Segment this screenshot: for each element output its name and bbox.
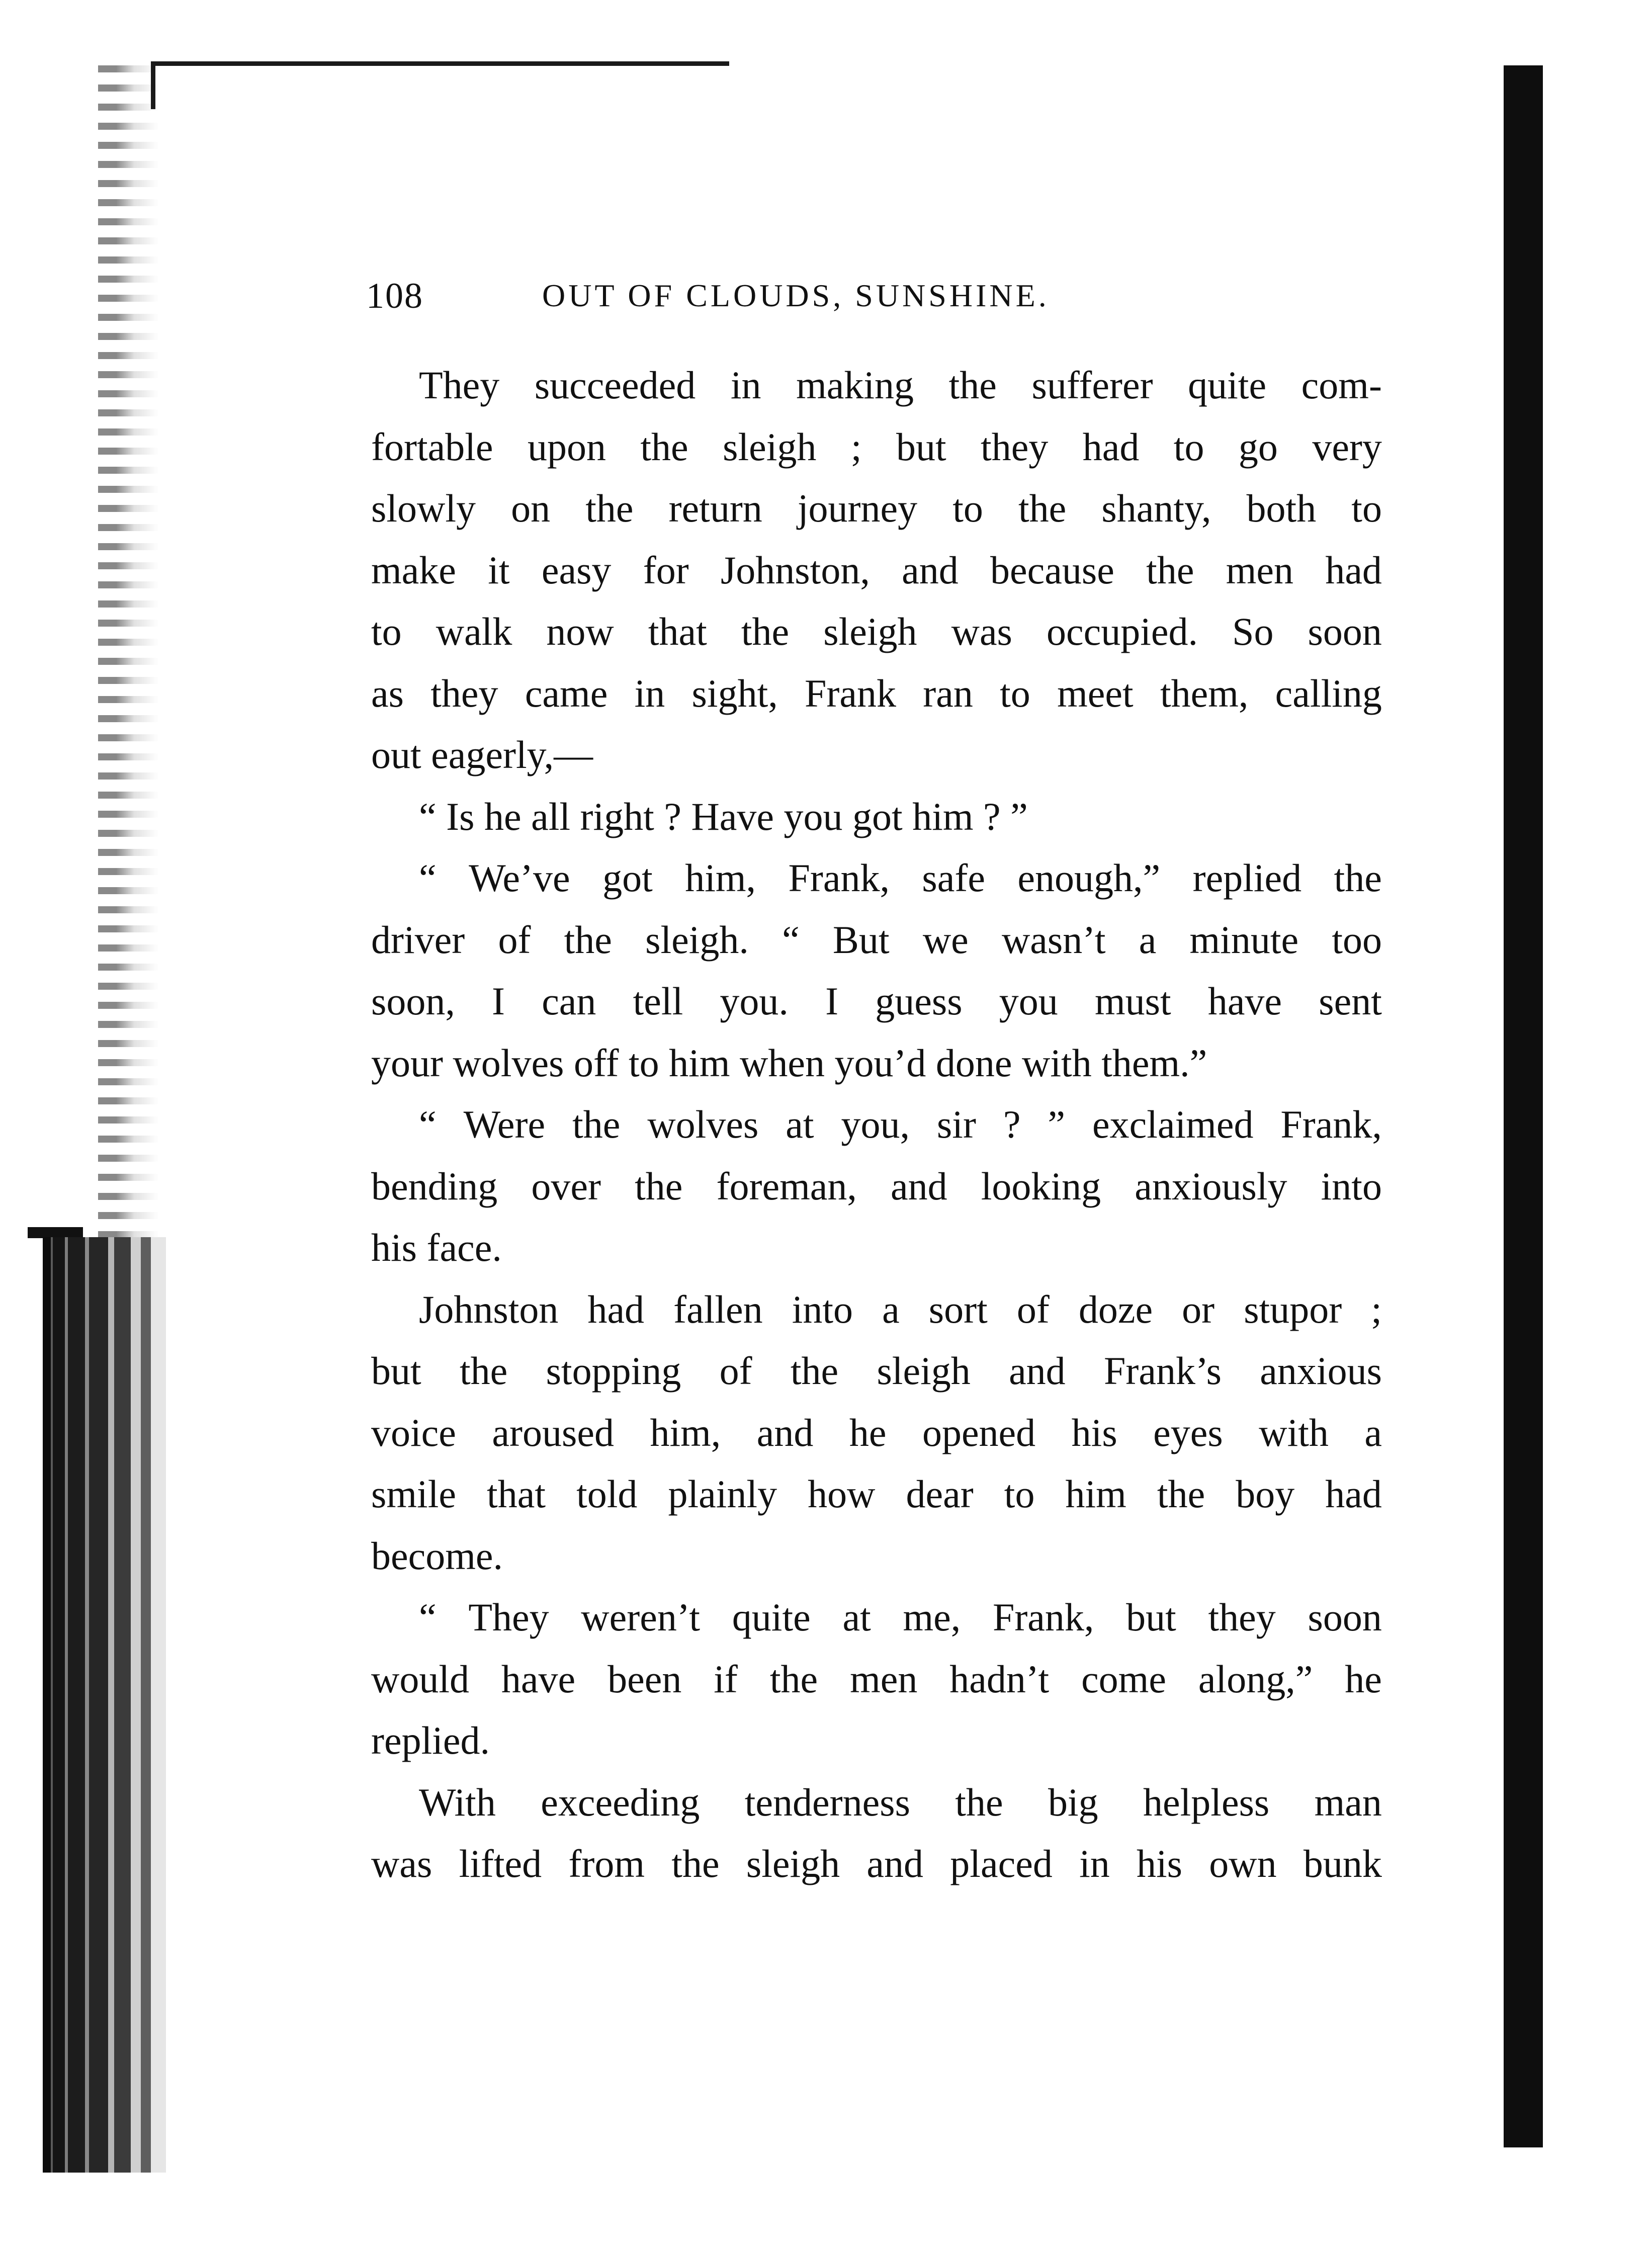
text-line-content: “ Were the wolves at you, sir ? ” exclaimed Frank, [419,1102,1382,1146]
text-line-content: replied. [371,1718,490,1762]
text-line-content: your wolves off to him when you’d done with them.” [371,1041,1207,1085]
text-line-content: make it easy for Johnston, and because the men had [371,548,1382,592]
text-line-content: voice aroused him, and he opened his eyes with a [371,1410,1382,1454]
text-line [371,1772,1382,1834]
scan-binding-edge-mark [28,1227,83,1238]
text-line-content: would have been if the men hadn’t come along,” he [371,1657,1382,1701]
text-line-content: out eagerly,— [371,733,593,776]
body-text [371,355,1382,1895]
text-line [371,1217,1382,1279]
text-line [371,1649,1382,1710]
text-line-content: was lifted from the sleigh and placed in his own bunk [371,1842,1382,1885]
running-head [366,273,1192,318]
text-line [371,1279,1382,1341]
text-line [371,416,1382,478]
text-line-content: to walk now that the sleigh was occupied. So soon [371,610,1382,653]
text-line [371,724,1382,786]
text-line [371,1032,1382,1094]
text-line [371,1587,1382,1649]
text-line-content: Johnston had fallen into a sort of doze or stupor ; [419,1287,1382,1331]
text-line [371,1094,1382,1156]
text-line-content: become. [371,1533,503,1578]
text-line [371,786,1382,848]
text-line-content: smile that told plainly how dear to him the boy had [371,1472,1382,1516]
text-line-content: They succeeded in making the sufferer quite com- [419,363,1382,407]
text-line [371,1402,1382,1464]
text-line [371,971,1382,1032]
text-line [371,1525,1382,1587]
text-line [371,540,1382,601]
text-line-content: “ Is he all right ? Have you got him ? ” [419,794,1028,838]
text-line [371,663,1382,725]
text-line-content: With exceeding tenderness the big helpless man [419,1780,1382,1824]
text-line-content: driver of the sleigh. “ But we wasn’t a minute too [371,917,1382,962]
text-line [371,1833,1382,1895]
scan-right-edge-bar [1504,65,1543,2147]
text-line-content: fortable upon the sleigh ; but they had to go very [371,424,1382,469]
text-line-content: but the stopping of the sleigh and Frank’s anxious [371,1349,1382,1393]
text-line [371,1156,1382,1218]
text-line [371,909,1382,971]
page-number: 108 [366,276,423,316]
scan-top-rule [151,61,729,66]
text-line-content: his face. [371,1226,502,1269]
text-line [371,478,1382,540]
text-line-content: “ We’ve got him, Frank, safe enough,” replied the [419,856,1382,900]
scan-binding-edge [43,1237,166,2173]
text-line-content: slowly on the return journey to the shanty, both to [371,486,1382,530]
scan-binding-edge-upper [98,65,158,1237]
text-line [371,601,1382,663]
text-line-content: as they came in sight, Frank ran to meet them, calling [371,671,1382,715]
text-line [371,1710,1382,1772]
text-line-content: bending over the foreman, and looking anxiously into [371,1164,1382,1208]
text-line [371,1340,1382,1402]
text-line-content: soon, I can tell you. I guess you must have sent [371,979,1382,1023]
text-line [371,847,1382,909]
text-line [371,1463,1382,1525]
running-title: OUT OF CLOUDS, SUNSHINE. [542,278,1050,313]
text-line-content: “ They weren’t quite at me, Frank, but they soon [419,1595,1382,1639]
text-line [371,355,1382,416]
